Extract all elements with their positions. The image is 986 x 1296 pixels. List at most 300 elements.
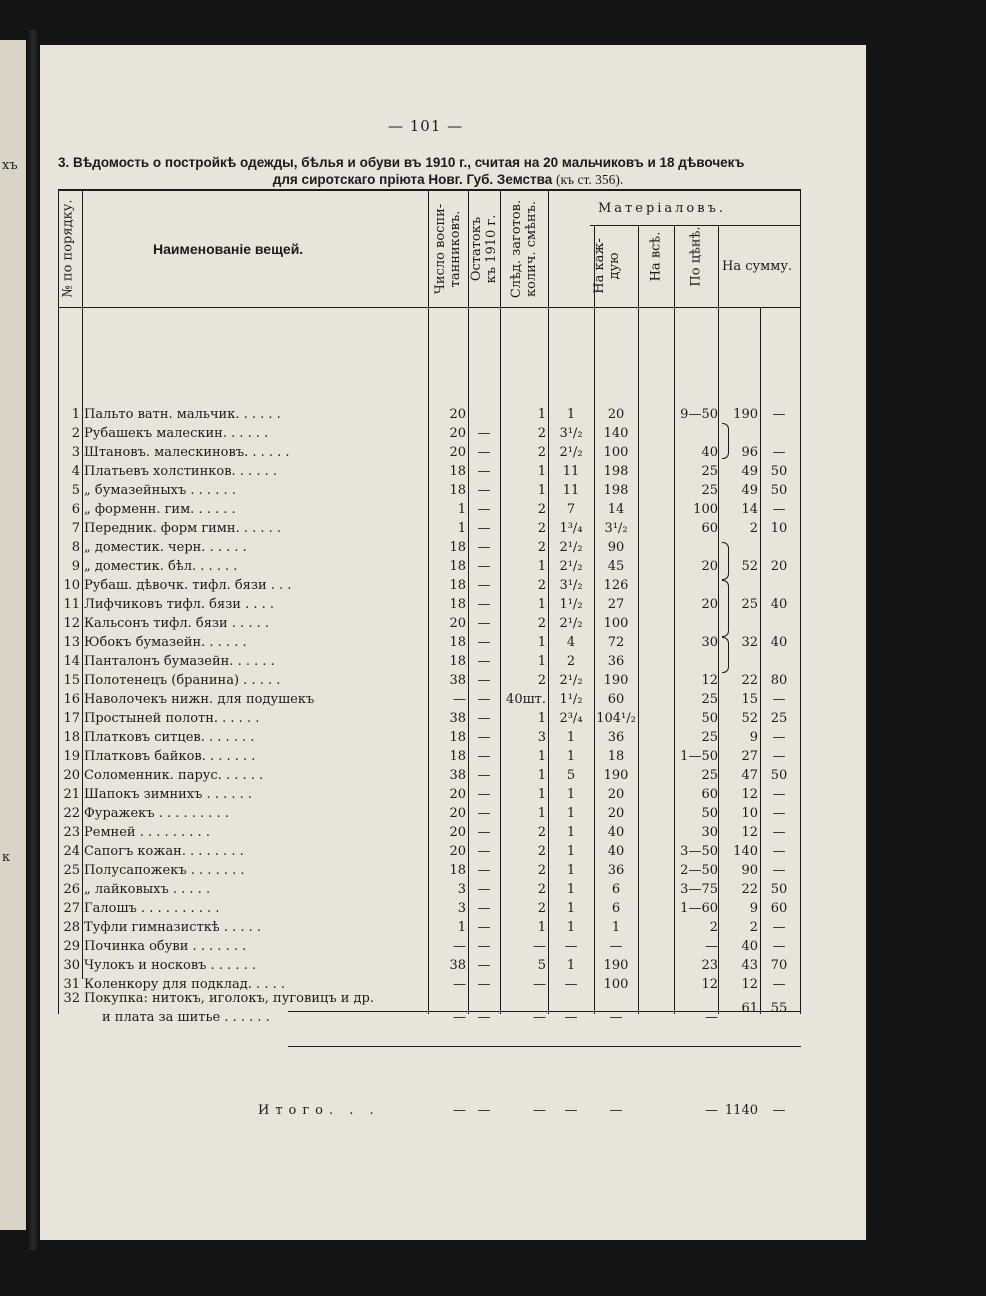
header-no: № по порядку. [60,199,76,298]
pupils-count: 18 [449,540,466,555]
header-price: По цѣнѣ. [688,226,704,287]
material-total: 40 [607,825,625,840]
sets-needed: 3 [537,730,546,745]
sum-kopecks: 50 [770,464,788,479]
sets-needed: 2 [537,673,546,688]
material-total: 27 [607,597,625,612]
sum-kopecks: — [772,977,786,992]
material-each: 2¹/₂ [559,445,583,460]
row-number: 4 [71,464,80,479]
row-number: 19 [63,749,80,764]
material-total: 45 [607,559,625,574]
group-brace [722,637,729,673]
header-each-line: дую [607,252,622,280]
unit-price: 12 [701,977,718,992]
table-row [58,614,801,633]
item-name: „ бумазейныхъ . . . . . . [84,483,236,498]
sum-rubles: 61 [741,1001,758,1016]
material-each: 1 [566,806,576,821]
previous-page-edge [0,40,26,1230]
sum-rubles: 52 [741,711,758,726]
table-row [58,481,801,500]
sets-needed: 2 [537,540,546,555]
table-row [58,766,801,785]
unit-price: 25 [701,768,718,783]
unit-price: 9—50 [680,407,718,422]
pupils-count: 18 [449,730,466,745]
item-name: Наволочекъ нижн. для подушекъ [84,692,315,707]
sum-kopecks: — [772,692,786,707]
sum-rubles: 32 [741,635,758,650]
pupils-count: — [453,977,466,992]
material-total: 60 [607,692,625,707]
sets-needed: 5 [537,958,546,973]
pupils-count: 18 [449,635,466,650]
material-each: 1³/₄ [559,521,583,536]
remaining-count: — [477,806,491,821]
material-each: 1 [566,958,576,973]
row-number: 2 [71,426,80,441]
table-row [58,785,801,804]
header-sum: На сумму. [722,259,793,274]
table-subtitle [58,172,838,188]
item-name: Сапогъ кожан. . . . . . . . [84,844,244,859]
item-name: Штановъ. малескиновъ. . . . . . [84,445,290,460]
remaining-count: — [477,901,491,916]
material-total: 100 [603,616,629,631]
table-row [58,595,801,614]
table-row [58,989,801,1027]
pupils-count: 38 [449,711,466,726]
row-number: 20 [63,768,80,783]
pupils-count: — [453,939,466,954]
unit-price: 50 [701,806,718,821]
header-rest [469,189,499,309]
group-brace [722,423,729,459]
total-each: — [564,1103,578,1118]
sum-kopecks: 50 [770,882,788,897]
pupils-count: 20 [449,844,466,859]
row-number: 5 [71,483,80,498]
item-name: Шапокъ зимнихъ . . . . . . [84,787,252,802]
sets-needed: 1 [537,407,546,422]
table-title: 3. Вѣдомость о постройкѣ одежды, бѣлья и обуви въ 1910 г., считая на 20 мальчиковъ и 18 дѣвочекъ [58,155,745,170]
unit-price: 25 [701,692,718,707]
group-brace [722,580,729,637]
row-number: 21 [63,787,80,802]
unit-price: 25 [701,730,718,745]
sets-needed: 2 [537,825,546,840]
pupils-count: 20 [449,825,466,840]
material-total: — [609,939,623,954]
remaining-count: — [477,730,491,745]
sets-needed: 1 [537,920,546,935]
sum-kopecks: — [772,407,786,422]
unit-price: 25 [701,483,718,498]
unit-price: — [705,1010,718,1025]
remaining-count: — [477,749,491,764]
pupils-count: 3 [457,901,466,916]
total-price: — [705,1103,718,1118]
remaining-count: — [477,692,491,707]
material-total: 20 [607,407,625,422]
sets-needed: 1 [537,464,546,479]
material-each: 1 [566,749,576,764]
sum-kopecks: — [772,920,786,935]
sum-kopecks: — [772,445,786,460]
sum-kopecks: 70 [770,958,788,973]
material-total: 190 [603,673,629,688]
item-name: Рубашекъ малескин. . . . . . [84,426,269,441]
material-each: 1¹/₂ [559,692,583,707]
sets-needed: 2 [537,426,546,441]
pupils-count: 1 [457,502,466,517]
total-rubles: 1140 [724,1103,758,1118]
sum-rubles: 49 [741,464,758,479]
material-each: 3¹/₂ [559,426,583,441]
total-kopecks: — [772,1103,786,1118]
table-row [58,690,801,709]
material-total: 20 [607,787,625,802]
row-number: 24 [63,844,80,859]
remaining-count: — [477,882,491,897]
remaining-count: — [477,616,491,631]
table-row [58,538,801,557]
material-each: 1 [566,407,576,422]
remaining-count: — [477,483,491,498]
sum-kopecks: 25 [770,711,788,726]
pupils-count: 1 [457,920,466,935]
pupils-count: 18 [449,597,466,612]
sum-rubles: 15 [741,692,758,707]
material-each: — [564,1010,578,1025]
item-name: Кальсонъ тифл. бязи . . . . . [84,616,269,631]
sets-needed: 2 [537,445,546,460]
sum-kopecks: 40 [770,597,788,612]
row-number: 8 [71,540,80,555]
remaining-count: — [477,502,491,517]
header-each [592,226,622,306]
pupils-count: 20 [449,407,466,422]
table-row [58,557,801,576]
sets-needed: 1 [537,654,546,669]
header-bottom-rule [58,307,801,308]
sets-needed: 2 [537,502,546,517]
material-total: 6 [611,882,621,897]
material-each: 1 [566,882,576,897]
sum-kopecks: — [772,787,786,802]
document-page [40,45,866,1240]
row-number: 23 [63,825,80,840]
item-name: Юбокъ бумазейн. . . . . . [84,635,247,650]
material-total: 190 [603,958,629,973]
unit-price: 40 [701,445,718,460]
sum-rubles: 22 [741,673,758,688]
sum-rubles: 52 [741,559,758,574]
material-each: 2¹/₂ [559,559,583,574]
header-rest-line: Остатокъ [469,216,484,282]
sets-needed: 2 [537,882,546,897]
item-name: Рубаш. дѣвочк. тифл. бязи . . . [84,578,292,593]
sets-needed: — [533,1010,546,1025]
material-total: 104¹/₂ [596,711,636,726]
table-row [58,709,801,728]
sets-needed: 1 [537,483,546,498]
material-total: 14 [607,502,625,517]
sum-rubles: 12 [741,825,758,840]
material-each: 2¹/₂ [559,616,583,631]
sum-rubles: 40 [741,939,758,954]
table-row [58,747,801,766]
pupils-count: 38 [449,958,466,973]
material-each: 2³/₄ [559,711,583,726]
article-reference: (къ ст. 356). [556,172,624,187]
table-row [58,880,801,899]
table-row [58,937,801,956]
clothing-table [58,189,801,1118]
pupils-count: 18 [449,654,466,669]
sum-rubles: 2 [749,920,758,935]
table-row [58,424,801,443]
remaining-count: — [477,673,491,688]
pupils-count: 18 [449,464,466,479]
total-material: — [609,1103,623,1118]
material-total: 40 [607,844,625,859]
row-number: 17 [63,711,80,726]
item-name: Чулокъ и носковъ . . . . . . [84,958,257,973]
item-name: Полотенецъ (бранина) . . . . . [84,673,281,688]
header-needed-line: колич. смѣнъ. [524,200,539,298]
table-row [58,519,801,538]
sets-needed: 1 [537,559,546,574]
table-row [58,576,801,595]
sum-kopecks: 60 [770,901,788,916]
row-number: 14 [63,654,80,669]
sets-needed: 1 [537,806,546,821]
row-number: 6 [71,502,80,517]
sum-kopecks: — [772,939,786,954]
remaining-count: — [477,939,491,954]
item-name: Фуражекъ . . . . . . . . . [84,806,229,821]
material-each: 4 [566,635,576,650]
item-name-continued: и плата за шитье . . . . . . [102,1010,270,1025]
table-row [58,804,801,823]
material-each: 1 [566,863,576,878]
material-total: 126 [603,578,629,593]
sum-rubles: 25 [741,597,758,612]
unit-price: — [705,939,718,954]
unit-price: 1—60 [680,901,718,916]
sets-needed: 2 [537,616,546,631]
sum-kopecks: 50 [770,483,788,498]
sets-needed: — [533,977,546,992]
sets-needed: 2 [537,578,546,593]
sum-rubles: 140 [733,844,758,859]
unit-price: 2—50 [680,863,718,878]
header-pupils-line: Число воспи- [433,203,448,295]
sum-rubles: 2 [749,521,758,536]
item-name: Галошъ . . . . . . . . . . [84,901,220,916]
pupils-count: — [453,692,466,707]
header-total: На всѣ. [648,231,664,282]
header-rest-line: къ 1910 г. [484,214,499,284]
remaining-count: — [477,787,491,802]
pupils-count: 38 [449,673,466,688]
sum-rubles: 43 [741,958,758,973]
item-name: Панталонъ бумазейн. . . . . . [84,654,275,669]
item-name: Туфли гимназисткѣ . . . . . [84,920,262,935]
material-total: 1 [611,920,621,935]
remaining-count: — [477,426,491,441]
material-each: 7 [566,502,576,517]
material-each: 1¹/₂ [559,597,583,612]
row-number: 3 [71,445,80,460]
sum-kopecks: — [772,844,786,859]
row-number: 26 [63,882,80,897]
item-name: Платковъ ситцев. . . . . . . [84,730,255,745]
material-each: 1 [566,901,576,916]
row-number: 10 [63,578,80,593]
pupils-count: 20 [449,787,466,802]
item-name: Лифчиковъ тифл. бязи . . . . [84,597,275,612]
sets-needed: 1 [537,711,546,726]
row-number: 32 [63,991,80,1006]
remaining-count: — [477,711,491,726]
row-number: 27 [63,901,80,916]
table-row [58,956,801,975]
pupils-count: 18 [449,559,466,574]
sum-kopecks: — [772,863,786,878]
table-row [58,823,801,842]
sets-needed: — [533,939,546,954]
table-subtitle-text: для сиротскаго пріюта Новг. Губ. Земства [272,172,553,187]
remaining-count: — [477,445,491,460]
material-total: 140 [603,426,629,441]
group-brace [722,542,729,580]
material-total: 90 [607,540,625,555]
pupils-count: 18 [449,483,466,498]
table-row [58,500,801,519]
material-each: 11 [562,483,580,498]
sum-rubles: 190 [733,407,758,422]
remaining-count: — [477,977,491,992]
total-pupils: — [453,1103,466,1118]
sum-kopecks: — [772,502,786,517]
sum-rubles: 90 [741,863,758,878]
row-number: 29 [63,939,80,954]
header-needed-line: Слѣд. заготов. [509,199,524,299]
sum-rubles: 14 [741,502,758,517]
material-each: 1 [566,844,576,859]
unit-price: 60 [701,787,718,802]
item-name: Покупка: нитокъ, иголокъ, пуговицъ и др. [84,991,374,1006]
sets-needed: 2 [537,901,546,916]
row-number: 12 [63,616,80,631]
sum-rubles: 12 [741,787,758,802]
table-row [58,633,801,652]
material-each: — [564,939,578,954]
unit-price: 50 [701,711,718,726]
row-number: 15 [63,673,80,688]
remaining-count: — [477,540,491,555]
row-number: 11 [63,597,80,612]
table-row [58,918,801,937]
sum-kopecks: 20 [770,559,788,574]
pupils-count: — [453,1010,466,1025]
sum-rubles: 9 [749,901,758,916]
unit-price: 60 [701,521,718,536]
sum-rubles: 9 [749,730,758,745]
unit-price: 20 [701,597,718,612]
material-total: 36 [607,730,625,745]
sum-rubles: 12 [741,977,758,992]
sum-kopecks: — [772,749,786,764]
header-needed [509,189,539,309]
sum-kopecks: 80 [770,673,788,688]
item-name: Полусапожекъ . . . . . . . [84,863,245,878]
material-each: 2¹/₂ [559,673,583,688]
unit-price: 3—50 [680,844,718,859]
unit-price: 30 [701,825,718,840]
row-number: 22 [63,806,80,821]
pupils-count: 18 [449,749,466,764]
sum-rubles: 47 [741,768,758,783]
remaining-count: — [477,863,491,878]
remaining-count: — [477,464,491,479]
item-name: Простыней полотн. . . . . . [84,711,260,726]
material-total: 198 [603,483,629,498]
material-each: 1 [566,825,576,840]
pupils-count: 20 [449,426,466,441]
total-rule [288,1046,801,1047]
sum-kopecks: 40 [770,635,788,650]
material-total: 36 [607,654,625,669]
remaining-count: — [477,578,491,593]
item-name: Соломенник. парус. . . . . . [84,768,264,783]
sets-needed: 1 [537,749,546,764]
total-row [58,1101,801,1120]
sum-rubles: 27 [741,749,758,764]
remaining-count: — [477,920,491,935]
row-number: 31 [63,977,80,992]
remaining-count: — [477,635,491,650]
book-gutter [26,30,40,1250]
table-row [58,405,801,424]
pupils-count: 18 [449,578,466,593]
material-total: 72 [607,635,625,650]
sets-needed: 40шт. [506,692,546,707]
table-row [58,728,801,747]
sets-needed: 1 [537,768,546,783]
item-name: „ лайковыхъ . . . . . [84,882,211,897]
remaining-count: — [477,597,491,612]
table-row [58,671,801,690]
remaining-count: — [477,958,491,973]
sum-kopecks: — [772,806,786,821]
unit-price: 12 [701,673,718,688]
unit-price: 1—50 [680,749,718,764]
material-each: 11 [562,464,580,479]
row-number: 13 [63,635,80,650]
pupils-count: 1 [457,521,466,536]
unit-price: 20 [701,559,718,574]
material-each: 1 [566,787,576,802]
item-name: Коленкору для подклад. . . . . [84,977,285,992]
material-each: 5 [566,768,576,783]
pupils-count: 20 [449,616,466,631]
unit-price: 2 [709,920,718,935]
item-name: „ форменн. гим. . . . . . [84,502,236,517]
